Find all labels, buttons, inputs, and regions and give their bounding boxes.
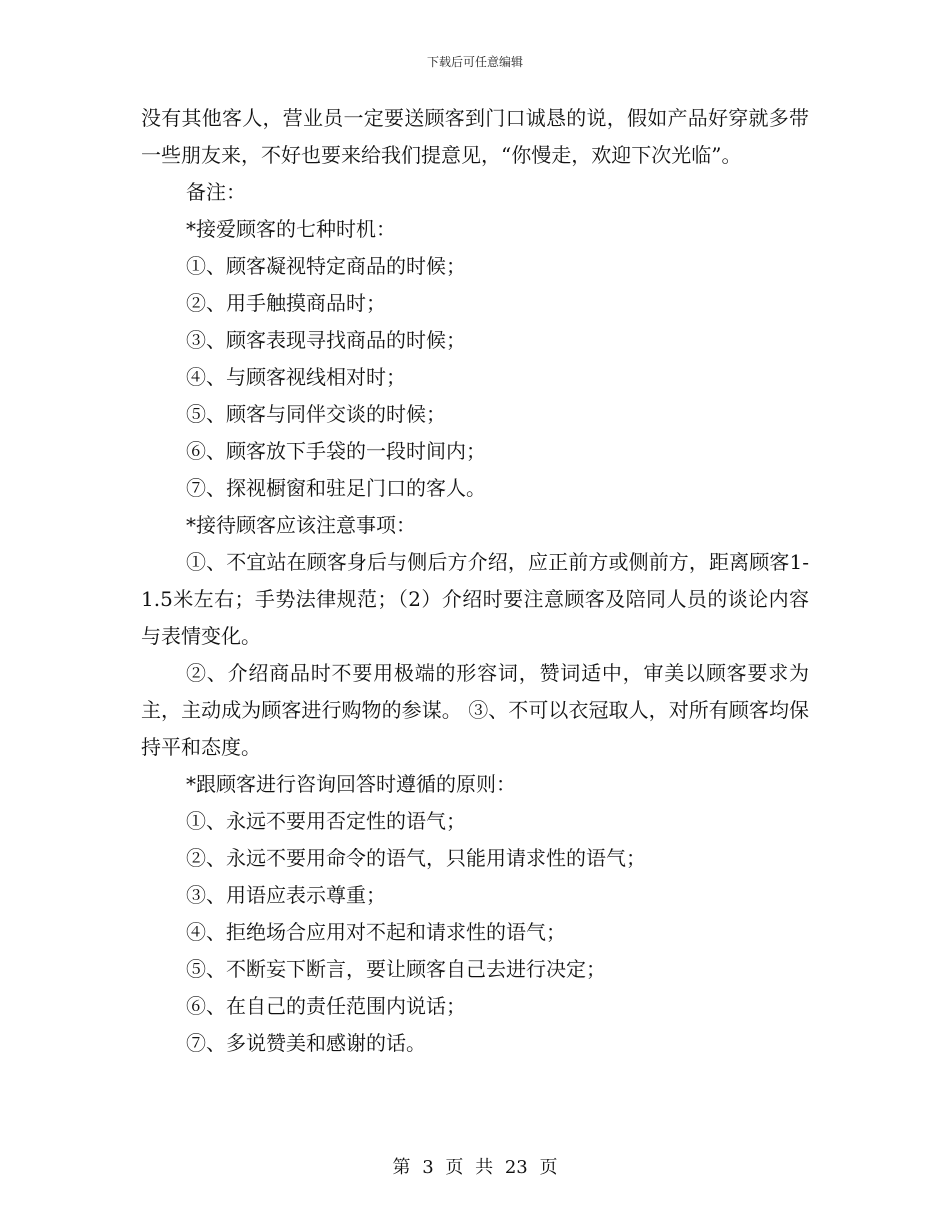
list-item: ①、不宜站在顾客身后与侧后方介绍，应正前方或侧前方，距离顾客1-1.5米左右；手势法律规范；（2）介绍时要注意顾客及陪同人员的谈论内容与表情变化。 — [141, 550, 809, 648]
list-item: ①、顾客凝视特定商品的时候； — [186, 254, 466, 278]
list-item: ③、顾客表现寻找商品的时候； — [186, 328, 466, 352]
list-item: ③、用语应表示尊重； — [186, 883, 386, 907]
list-item: ⑤、不断妄下断言，要让顾客自己去进行决定； — [186, 957, 606, 981]
paragraph-note-label: 备注： — [186, 180, 246, 204]
page-number-footer: 第 3 页 共 23 页 — [392, 1157, 558, 1178]
list-item: ④、与顾客视线相对时； — [186, 365, 406, 389]
list-item: ②、用手触摸商品时； — [186, 291, 386, 315]
section-heading-answer-principles: *跟顾客进行咨询回答时遵循的原则： — [186, 772, 516, 796]
list-item: ①、永远不要用否定性的语气； — [186, 809, 466, 833]
list-item: ⑥、在自己的责任范围内说话； — [186, 994, 466, 1018]
list-item: ⑦、多说赞美和感谢的话。 — [186, 1031, 426, 1055]
list-item: ②、介绍商品时不要用极端的形容词，赞词适中，审美以顾客要求为主，主动成为顾客进行购物的参谋。 ③、不可以衣冠取人，对所有顾客均保持平和态度。 — [141, 661, 809, 759]
list-item: ④、拒绝场合应用对不起和请求性的语气； — [186, 920, 566, 944]
list-item: ⑤、顾客与同伴交谈的时候； — [186, 402, 446, 426]
paragraph-closing-farewell: 没有其他客人，营业员一定要送顾客到门口诚恳的说，假如产品好穿就多带一些朋友来，不好也要来给我们提意见，“你慢走，欢迎下次光临”。 — [141, 106, 809, 167]
list-item: ②、永远不要用命令的语气，只能用请求性的语气； — [186, 846, 646, 870]
document-body — [141, 100, 809, 1062]
list-item: ⑦、探视橱窗和驻足门口的客人。 — [186, 476, 486, 500]
page-header: 下载后可任意编辑 — [426, 55, 523, 69]
section-heading-greeting-moments: *接爱顾客的七种时机： — [186, 217, 396, 241]
section-heading-reception-notes: *接待顾客应该注意事项： — [186, 513, 416, 537]
list-item: ⑥、顾客放下手袋的一段时间内； — [186, 439, 486, 463]
